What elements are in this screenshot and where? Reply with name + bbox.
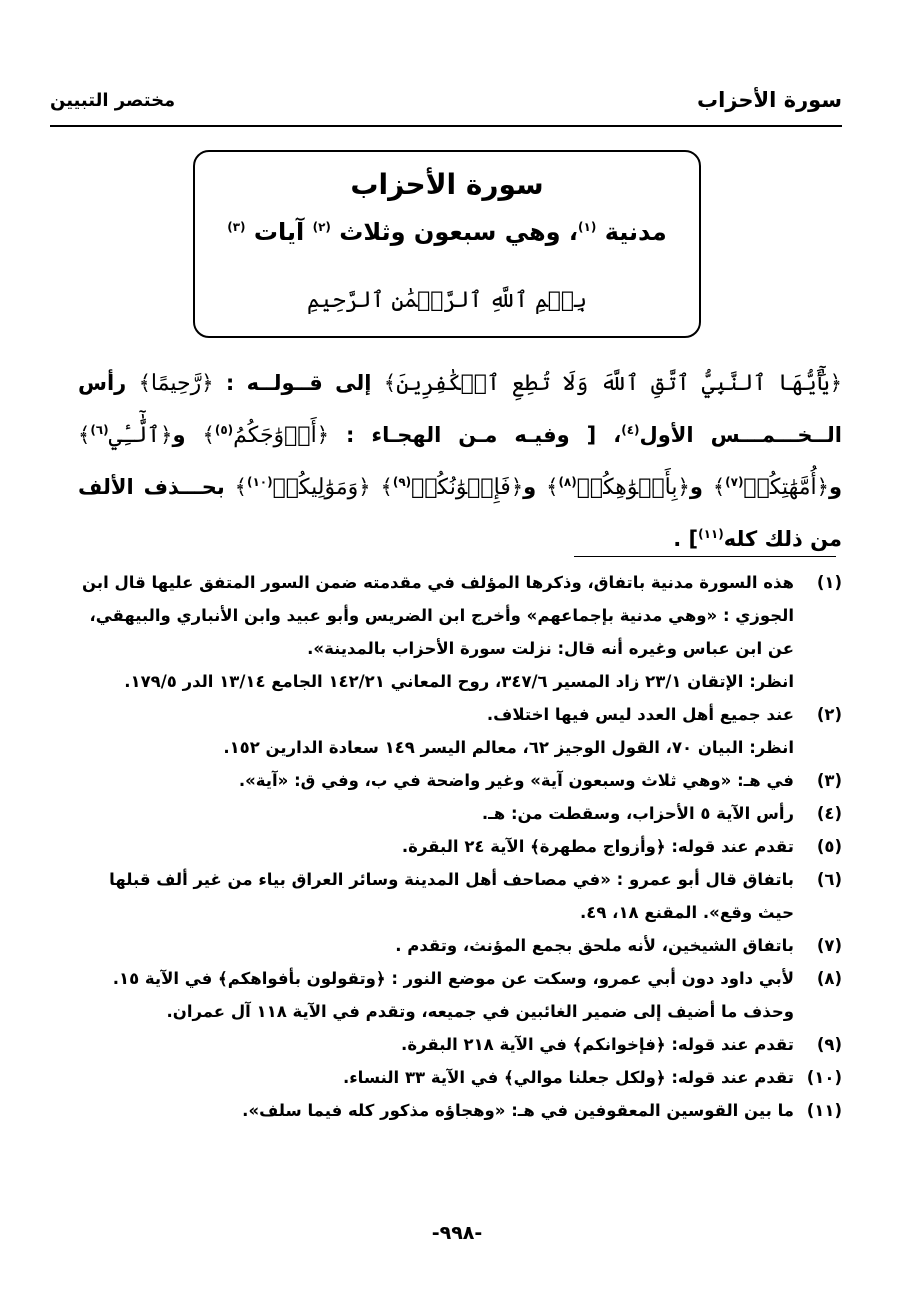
- conjunction-waw: و: [172, 423, 186, 447]
- ornate-bracket-close: ﴾: [138, 371, 151, 395]
- ornate-bracket-open: ﴿: [677, 475, 690, 499]
- footnote: [78, 797, 842, 830]
- quran-word-azwajakum: أَزۡوَٰجَكُمُ: [233, 423, 317, 448]
- footnote: [78, 566, 842, 698]
- header-sura-title: سورة الأحزاب: [697, 88, 842, 112]
- main-text-3: ، [ وفيـه مـن الهجـاء :: [346, 423, 622, 447]
- footnote-text: عند جميع أهل العدد ليس فيها اختلاف.: [486, 705, 794, 724]
- footnote: [78, 962, 842, 1028]
- footnote-ref-9[interactable]: (٩): [392, 475, 412, 489]
- ornate-bracket-open: ﴿: [816, 475, 829, 499]
- footnote-reference: انظر: الإتقان ٢٣/١ زاد المسير ٣٤٧/٦، روح المعاني ١٤٢/٢١ الجامع ١٣/١٤ الدر ١٧٩/٥.: [124, 672, 794, 691]
- footnote-number: (٩): [816, 1035, 842, 1054]
- main-text: [78, 360, 842, 562]
- conjunction-waw: و: [689, 475, 703, 499]
- footnote-text: باتفاق الشيخين، لأنه ملحق بجمع المؤنث، وتقدم .: [395, 936, 794, 955]
- footnote-text: لأبي داود دون أبي عمرو، وسكت عن موضع النور : ﴿وتقولون بأفواهكم﴾ في الآية ١٥.: [112, 969, 794, 988]
- footnote-text: في هـ: «وهي ثلاث وسبعون آية» وغير واضحة في ب، وفي ق: «آية».: [238, 771, 794, 790]
- quran-word-bi-afwahikum: بِأَفۡوَٰهِكُمۡ: [576, 475, 678, 500]
- footnote-number: (٨): [816, 969, 842, 988]
- footnote-ref-10[interactable]: (١٠): [246, 475, 273, 489]
- footnote-text: تقدم عند قوله: ﴿ولكل جعلنا موالي﴾ في الآية ٣٣ النساء.: [342, 1068, 794, 1087]
- footnote: [78, 1061, 842, 1094]
- ornate-bracket-close: ﴾: [380, 475, 393, 499]
- footnote-ref-3[interactable]: (٣): [227, 220, 246, 234]
- footnote: [78, 830, 842, 863]
- footnote-text: ما بين القوسين المعقوفين في هـ: «وهجاؤه مذكور كله فيما سلف».: [242, 1101, 794, 1120]
- footnote: [78, 698, 842, 764]
- footnote-number: (٤): [816, 804, 842, 823]
- footnote-ref-6[interactable]: (٦): [90, 423, 109, 437]
- footnote-ref-7[interactable]: (٧): [725, 475, 744, 489]
- footnote-number: (١٠): [806, 1068, 842, 1087]
- footnote-text: باتفاق قال أبو عمرو : «في مصاحف أهل المدينة وسائر العراق بياء من غير ألف قبلها حيث وقع». المقنع ١٨، ٤٩.: [109, 870, 794, 922]
- footnote-number: (٣): [816, 771, 842, 790]
- conjunction-waw: و: [523, 475, 537, 499]
- footnote-number: (٥): [816, 837, 842, 856]
- ornate-bracket-open: ﴿: [201, 371, 214, 395]
- quran-word-rahima: رَّحِيمًا: [150, 371, 202, 396]
- footnote-number: (١): [816, 573, 842, 592]
- basmala: بِسۡمِ ٱللَّهِ ٱلرَّحۡمَٰنِ ٱلرَّحِيمِ: [306, 288, 588, 313]
- footnote: [78, 929, 842, 962]
- footnote-number: (٧): [816, 936, 842, 955]
- footnote-number: (١١): [806, 1101, 842, 1120]
- footnote-number: (٦): [816, 870, 842, 889]
- footnote-ref-1[interactable]: (١): [578, 220, 597, 234]
- sura-title-box: [193, 150, 701, 338]
- sura-title: سورة الأحزاب: [350, 168, 544, 201]
- footnote-ref-11[interactable]: (١١): [698, 527, 724, 541]
- quran-word-allai: ٱلَّٰٓـِٔي: [108, 423, 161, 448]
- footnote: [78, 764, 842, 797]
- page-number: -٩٩٨-: [431, 1222, 483, 1244]
- ornate-bracket-open: ﴿: [829, 371, 843, 395]
- footnote-reference: انظر: البيان ٧٠، القول الوجيز ٦٢، معالم اليسر ١٤٩ سعادة الدارين ١٥٢.: [223, 738, 794, 757]
- ornate-bracket-close: ﴾: [546, 475, 559, 499]
- main-text-2: رأس الــخـــمـــس الأول: [78, 371, 843, 447]
- footnote-text: تقدم عند قوله: ﴿فإخوانكم﴾ في الآية ٢١٨ البقرة.: [401, 1035, 794, 1054]
- main-text-1: إلى قــولــه :: [225, 371, 372, 395]
- quran-verse-1: يَٰٓأَيُّهَا ٱلنَّبِيُّ ٱتَّقِ ٱللَّهَ وَلَا تُطِعِ ٱلۡكَٰفِرِينَ: [396, 371, 830, 396]
- sura-info: [195, 218, 699, 246]
- footnote-ref-4[interactable]: (٤): [621, 423, 640, 437]
- sura-info-part2: ، وهي سبعون وثلاث: [339, 218, 579, 246]
- running-header: [50, 88, 842, 120]
- footnote-number: (٢): [816, 705, 842, 724]
- ornate-bracket-close: ﴾: [712, 475, 726, 499]
- footnote-text: تقدم عند قوله: ﴿وأزواج مطهرة﴾ الآية ٢٤ البقرة.: [401, 837, 794, 856]
- quran-word-fa-ikhwanukum: فَإِخۡوَٰنُكُمۡ: [411, 475, 511, 500]
- main-text-4: بحـــذف الألف من ذلك كله: [78, 475, 842, 551]
- footnote-ref-2[interactable]: (٢): [312, 220, 331, 234]
- footnote: [78, 863, 842, 929]
- footnote: [78, 1028, 842, 1061]
- header-rule: [50, 125, 842, 127]
- ornate-bracket-open: ﴿: [358, 475, 371, 499]
- footnote-separator: [574, 556, 836, 557]
- main-text-5: ] .: [673, 527, 699, 551]
- quran-word-wa-mawalikum: وَمَوَٰلِيكُمۡ: [272, 475, 359, 500]
- ornate-bracket-open: ﴿: [316, 423, 329, 447]
- footnotes: [78, 566, 842, 1127]
- conjunction-waw: و: [828, 475, 843, 499]
- footnote-ref-5[interactable]: (٥): [214, 423, 234, 437]
- header-book-title: مختصر التبيين: [50, 90, 176, 111]
- ornate-bracket-close: ﴾: [383, 371, 397, 395]
- footnote-text-continued: وحذف ما أضيف إلى ضمير الغائبين في جميعه، وتقدم في الآية ١١٨ آل عمران.: [166, 1002, 794, 1021]
- ornate-bracket-close: ﴾: [78, 423, 91, 447]
- footnote-text: رأس الآية ٥ الأحزاب، وسقطت من: هـ.: [481, 804, 794, 823]
- footnote: [78, 1094, 842, 1127]
- ornate-bracket-open: ﴿: [160, 423, 173, 447]
- ornate-bracket-close: ﴾: [234, 475, 247, 499]
- quran-word-ummahatikum: أُمَّهَٰتِكُمۡ: [743, 475, 817, 500]
- footnote-ref-8[interactable]: (٨): [558, 475, 577, 489]
- sura-info-part3: آيات: [253, 218, 305, 246]
- ornate-bracket-open: ﴿: [510, 475, 524, 499]
- ornate-bracket-close: ﴾: [202, 423, 215, 447]
- sura-info-part1: مدنية: [604, 218, 667, 246]
- footnote-text: هذه السورة مدنية باتفاق، وذكرها المؤلف في مقدمته ضمن السور المتفق عليها قال ابن الجوزي : «وهي مدنية بإجماعهم» وأخرج ابن الضريس وأبو عبيد وابن الأنباري والبيهقي، عن ابن عباس وغيره أنه قال: نزلت سورة الأحزاب بالمدينة».: [82, 573, 794, 658]
